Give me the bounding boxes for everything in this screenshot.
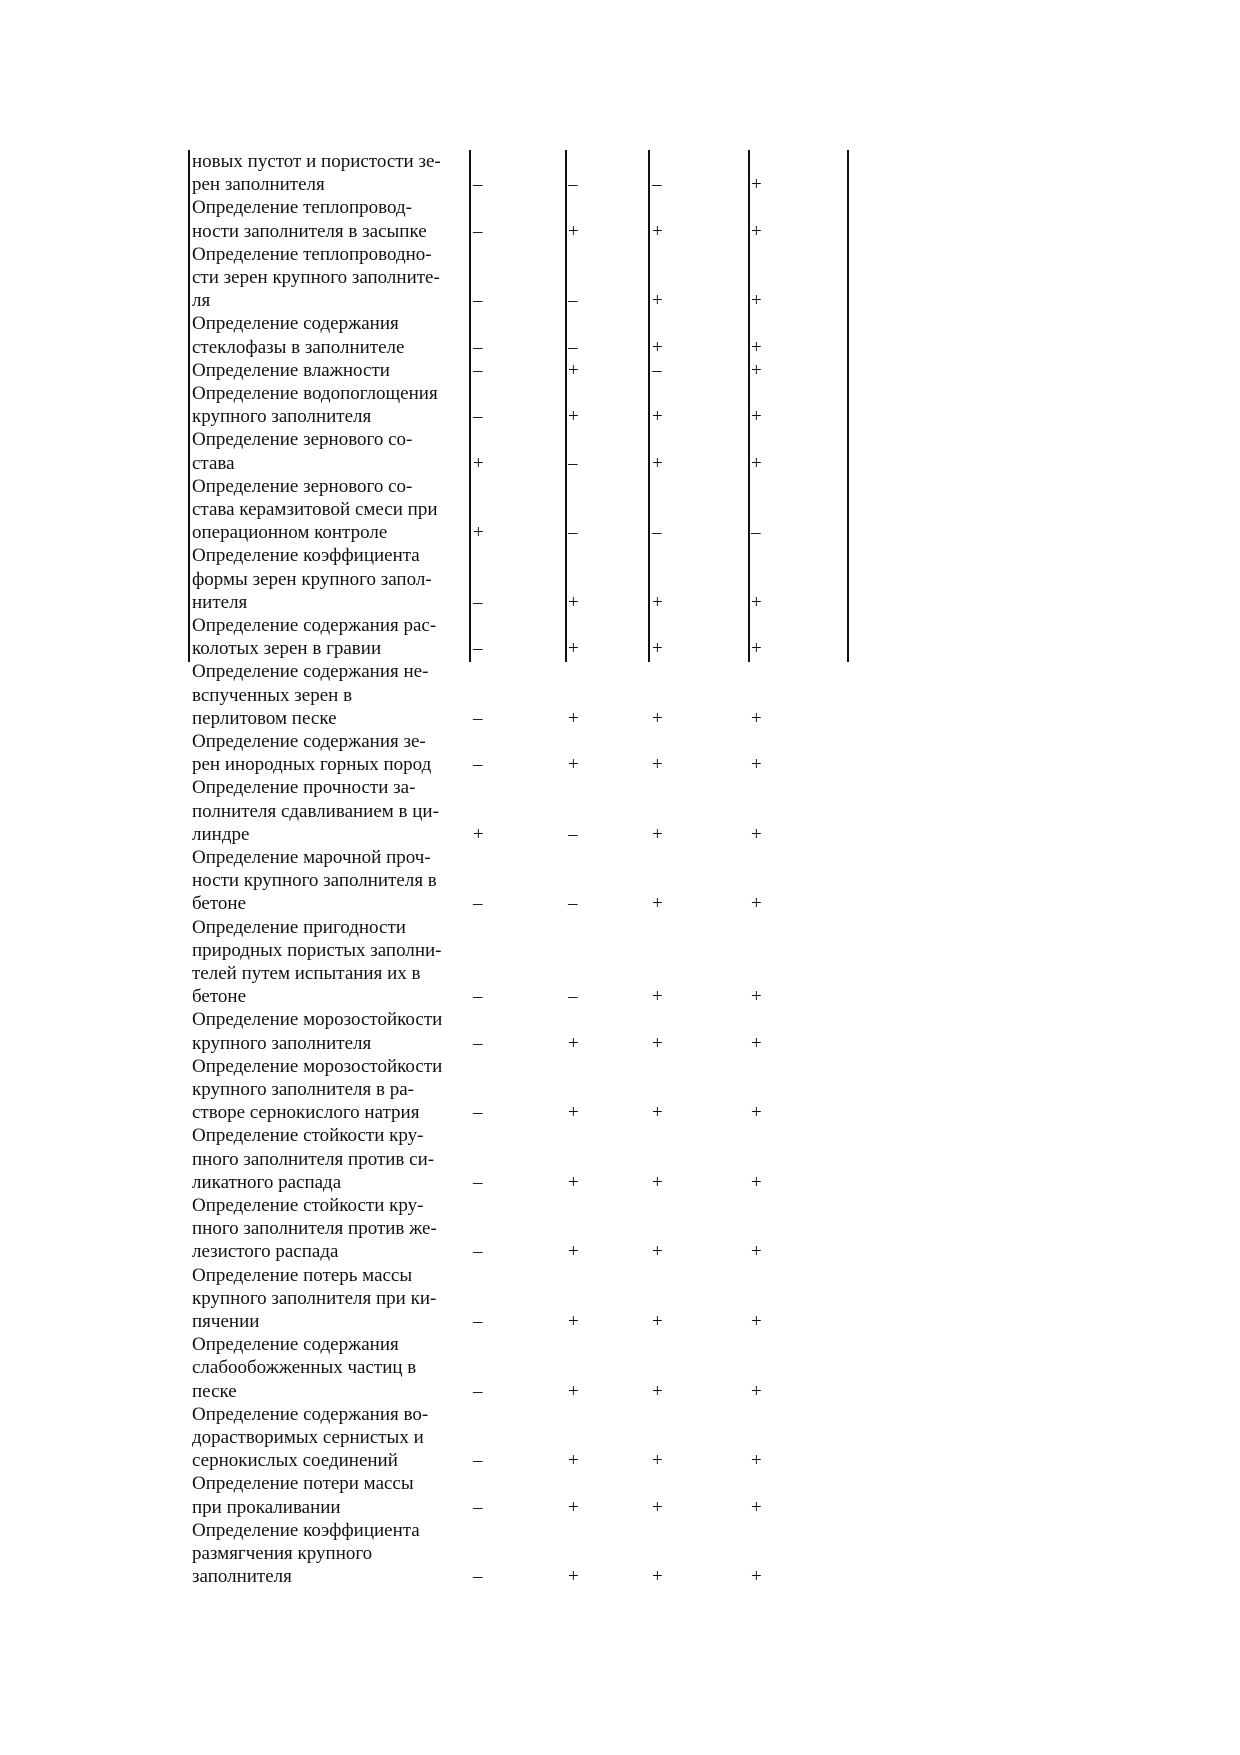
method-name-line: новых пустот и пористости зе-: [192, 151, 441, 172]
table-row: [190, 1008, 890, 1054]
table-row: [190, 359, 890, 382]
method-name-line: сернокислых соединений: [192, 1450, 398, 1472]
method-name-line: Определение коэффициента: [192, 545, 420, 567]
table-row: [190, 1333, 890, 1403]
applicability-mark: +: [652, 1032, 663, 1054]
method-name-line: слабообожженных частиц в: [192, 1357, 417, 1379]
applicability-mark: –: [473, 290, 483, 312]
method-name-line: вспученных зерен в: [192, 684, 353, 706]
applicability-mark: –: [568, 823, 578, 845]
method-name-line: природных пористых заполни-: [192, 939, 442, 961]
method-name: [192, 776, 465, 846]
method-name: [192, 359, 465, 382]
applicability-mark: +: [568, 1380, 579, 1402]
method-name: [192, 1194, 465, 1264]
table-row: [190, 614, 890, 660]
applicability-mark: +: [652, 220, 663, 242]
method-name-line: Определение содержания не-: [192, 661, 429, 683]
method-name-line: пного заполнителя против си-: [192, 1148, 435, 1170]
applicability-mark: +: [652, 336, 663, 358]
method-name: [192, 730, 465, 776]
method-name-line: крупного заполнителя в ра-: [192, 1079, 414, 1100]
applicability-mark: +: [568, 1102, 579, 1124]
applicability-mark: +: [473, 522, 484, 544]
table-row: [190, 1194, 890, 1264]
method-name-line: ности заполнителя в засыпке: [192, 220, 427, 242]
method-name-line: формы зерен крупного запол-: [192, 568, 432, 590]
applicability-mark: –: [473, 174, 483, 196]
applicability-mark: –: [568, 893, 578, 915]
method-name-line: крупного заполнителя: [192, 1032, 372, 1054]
table-row: [190, 1124, 890, 1194]
table-row: [190, 1403, 890, 1473]
applicability-mark: –: [473, 220, 483, 242]
method-name: [192, 1403, 465, 1473]
applicability-mark: +: [751, 591, 762, 613]
applicability-mark: –: [473, 591, 483, 613]
applicability-mark: +: [568, 1450, 579, 1472]
applicability-mark: –: [568, 522, 578, 544]
method-name-line: Определение потерь массы: [192, 1264, 413, 1286]
method-name-line: пного заполнителя против же-: [192, 1218, 437, 1240]
table-row: [190, 428, 890, 474]
method-name-line: Определение потери массы: [192, 1473, 414, 1495]
method-name-line: Определение влажности: [192, 359, 390, 381]
method-name: [192, 1055, 465, 1125]
applicability-mark: +: [751, 174, 762, 196]
table-row: [190, 1055, 890, 1125]
method-name-line: Определение теплопровод-: [192, 197, 412, 219]
method-name-line: створе сернокислого натрия: [192, 1102, 420, 1124]
method-name: [192, 196, 465, 242]
applicability-mark: +: [751, 336, 762, 358]
method-name-line: Определение водопоглощения: [192, 383, 438, 404]
applicability-mark: +: [652, 591, 663, 613]
applicability-mark: –: [473, 1450, 483, 1472]
applicability-mark: –: [473, 707, 483, 729]
applicability-mark: +: [568, 1241, 579, 1263]
table-row: [190, 660, 890, 730]
applicability-mark: +: [652, 893, 663, 915]
applicability-mark: +: [751, 452, 762, 474]
applicability-mark: +: [751, 1102, 762, 1124]
method-name-line: бетоне: [192, 893, 247, 915]
applicability-mark: +: [652, 823, 663, 845]
applicability-mark: –: [568, 336, 578, 358]
method-name-line: лезистого распада: [192, 1241, 339, 1263]
method-name-line: ликатного распада: [192, 1171, 342, 1193]
applicability-mark: +: [652, 1241, 663, 1263]
applicability-mark: –: [473, 754, 483, 776]
method-name-line: колотых зерен в гравии: [192, 638, 382, 660]
method-name: [192, 846, 465, 916]
applicability-mark: +: [751, 1566, 762, 1588]
table-row: [190, 150, 890, 196]
method-name-line: перлитовом песке: [192, 707, 337, 729]
applicability-mark: +: [652, 986, 663, 1008]
method-name-line: бетоне: [192, 986, 247, 1008]
method-name-line: крупного заполнителя при ки-: [192, 1287, 437, 1309]
applicability-mark: +: [473, 823, 484, 845]
method-name-line: дорастворимых сернистых и: [192, 1427, 424, 1448]
applicability-mark: +: [751, 754, 762, 776]
method-name-line: пячении: [192, 1311, 260, 1332]
applicability-mark: –: [652, 359, 662, 381]
applicability-mark: +: [652, 1450, 663, 1472]
table-row: [190, 475, 890, 545]
method-name: [192, 243, 465, 313]
method-name: [192, 1333, 465, 1403]
method-name: [192, 1124, 465, 1194]
applicability-mark: –: [473, 336, 483, 358]
method-name: [192, 660, 465, 730]
table-row: [190, 243, 890, 313]
method-name: [192, 1264, 465, 1334]
method-name-line: Определение морозостойкости: [192, 1055, 443, 1077]
method-name-line: операционном контроле: [192, 522, 388, 544]
method-name: [192, 312, 465, 358]
applicability-mark: +: [751, 1380, 762, 1402]
method-name-line: линдре: [192, 823, 250, 845]
applicability-mark: –: [473, 1380, 483, 1402]
method-name-line: Определение теплопроводно-: [192, 243, 432, 265]
method-name-line: Определение содержания во-: [192, 1403, 429, 1425]
method-name: [192, 382, 465, 428]
applicability-mark: +: [751, 1450, 762, 1472]
table-row: [190, 382, 890, 428]
applicability-mark: +: [568, 591, 579, 613]
applicability-mark: +: [568, 754, 579, 776]
method-name-line: рен заполнителя: [192, 174, 325, 196]
applicability-mark: +: [652, 707, 663, 729]
applicability-mark: –: [473, 986, 483, 1008]
applicability-mark: +: [652, 638, 663, 660]
applicability-mark: +: [751, 1241, 762, 1263]
method-name-line: Определение содержания зе-: [192, 731, 426, 752]
applicability-mark: –: [473, 893, 483, 915]
applicability-mark: –: [473, 638, 483, 660]
applicability-mark: +: [568, 1171, 579, 1193]
applicability-mark: –: [473, 1241, 483, 1263]
applicability-mark: +: [652, 1102, 663, 1124]
method-name-line: става керамзитовой смеси при: [192, 499, 438, 520]
applicability-mark: +: [751, 290, 762, 312]
applicability-mark: +: [568, 1496, 579, 1518]
method-name-line: ля: [192, 290, 211, 312]
method-name-line: Определение содержания рас-: [192, 615, 437, 636]
applicability-mark: –: [473, 359, 483, 381]
method-name: [192, 1519, 465, 1589]
applicability-mark: +: [751, 707, 762, 729]
applicability-mark: +: [473, 452, 484, 474]
method-name-line: Определение морозостойкости: [192, 1009, 443, 1031]
applicability-mark: +: [652, 754, 663, 776]
applicability-mark: +: [751, 823, 762, 845]
applicability-mark: –: [568, 174, 578, 196]
applicability-mark: +: [652, 1566, 663, 1588]
method-name-line: Определение зернового со-: [192, 475, 413, 497]
applicability-mark: +: [652, 406, 663, 428]
applicability-mark: +: [652, 1380, 663, 1402]
method-name: [192, 916, 465, 1009]
method-name-line: рен инородных горных пород: [192, 754, 432, 776]
applicability-mark: +: [568, 1032, 579, 1054]
table-row: [190, 916, 890, 1009]
applicability-mark: +: [568, 220, 579, 242]
table-row: [190, 1519, 890, 1589]
applicability-mark: +: [751, 220, 762, 242]
table-row: [190, 1472, 890, 1518]
applicability-mark: –: [652, 174, 662, 196]
method-name: [192, 475, 465, 545]
table-row: [190, 730, 890, 776]
method-name-line: Определение коэффициента: [192, 1519, 420, 1541]
applicability-mark: +: [652, 1171, 663, 1193]
applicability-mark: +: [751, 1496, 762, 1518]
applicability-mark: +: [751, 1032, 762, 1054]
applicability-mark: +: [751, 986, 762, 1008]
applicability-mark: –: [473, 406, 483, 428]
applicability-mark: +: [751, 638, 762, 660]
applicability-mark: +: [652, 1496, 663, 1518]
method-name-line: Определение пригодности: [192, 916, 406, 938]
method-name: [192, 1472, 465, 1518]
applicability-mark: –: [473, 1171, 483, 1193]
method-name-line: Определение стойкости кру-: [192, 1125, 424, 1147]
method-name-line: размягчения крупного: [192, 1543, 373, 1564]
method-name-line: става: [192, 452, 235, 474]
method-name-line: полнителя сдавливанием в ци-: [192, 800, 439, 822]
method-name-line: при прокаливании: [192, 1496, 341, 1518]
method-name-line: Определение содержания: [192, 313, 399, 335]
method-name-line: телей путем испытания их в: [192, 963, 421, 984]
applicability-mark: +: [652, 452, 663, 474]
applicability-mark: +: [751, 1171, 762, 1193]
applicability-mark: –: [568, 986, 578, 1008]
method-name: [192, 614, 465, 660]
method-name-line: ности крупного заполнителя в: [192, 870, 437, 892]
applicability-mark: +: [568, 359, 579, 381]
applicability-mark: –: [652, 522, 662, 544]
applicability-mark: –: [751, 522, 761, 544]
method-name-line: крупного заполнителя: [192, 406, 372, 428]
applicability-mark: +: [751, 893, 762, 915]
applicability-mark: –: [568, 290, 578, 312]
method-name: [192, 1008, 465, 1054]
method-name-line: стеклофазы в заполнителе: [192, 336, 405, 358]
method-name: [192, 544, 465, 614]
method-name-line: сти зерен крупного заполните-: [192, 267, 440, 288]
method-name-line: Определение стойкости кру-: [192, 1195, 424, 1216]
method-name-line: заполнителя: [192, 1566, 292, 1588]
table-row: [190, 1264, 890, 1334]
applicability-mark: +: [568, 638, 579, 660]
applicability-mark: +: [568, 1566, 579, 1588]
method-name-line: Определение прочности за-: [192, 777, 416, 799]
method-name-line: Определение марочной проч-: [192, 847, 431, 868]
method-name-line: нителя: [192, 591, 248, 613]
table-row: [190, 312, 890, 358]
applicability-mark: +: [652, 290, 663, 312]
applicability-mark: +: [652, 1310, 663, 1332]
applicability-mark: –: [473, 1566, 483, 1588]
applicability-mark: +: [568, 1310, 579, 1332]
applicability-mark: +: [751, 1310, 762, 1332]
method-name: [192, 150, 465, 196]
table-row: [190, 846, 890, 916]
applicability-mark: +: [751, 406, 762, 428]
method-name-line: песке: [192, 1380, 237, 1402]
applicability-mark: –: [473, 1310, 483, 1332]
applicability-mark: –: [568, 452, 578, 474]
method-name-line: Определение содержания: [192, 1334, 399, 1356]
applicability-mark: –: [473, 1032, 483, 1054]
applicability-mark: –: [473, 1102, 483, 1124]
applicability-mark: +: [751, 359, 762, 381]
method-name: [192, 428, 465, 474]
applicability-mark: –: [473, 1496, 483, 1518]
applicability-mark: +: [568, 406, 579, 428]
applicability-mark: +: [568, 707, 579, 729]
table-row: [190, 196, 890, 242]
method-name-line: Определение зернового со-: [192, 429, 413, 451]
table-row: [190, 544, 890, 614]
table-row: [190, 776, 890, 846]
